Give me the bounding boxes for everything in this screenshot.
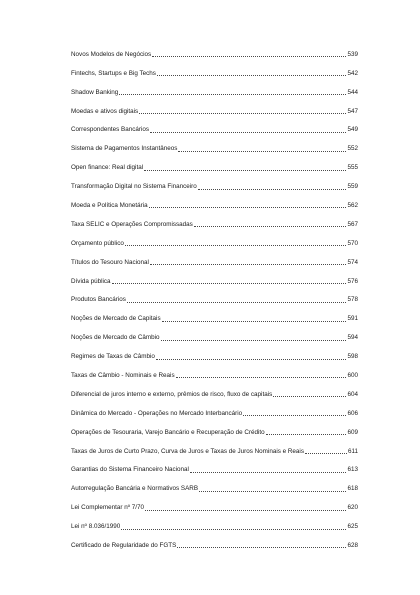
- toc-entry-title: Produtos Bancários: [71, 296, 126, 304]
- toc-entry-page-number: 591: [347, 315, 358, 323]
- toc-entry[interactable]: [71, 134, 358, 153]
- toc-entry-page-number: 598: [347, 353, 358, 361]
- toc-dot-leader: [127, 302, 347, 303]
- toc-entry-page-number: 552: [347, 145, 358, 153]
- toc-entry[interactable]: [71, 191, 358, 210]
- toc-entry-title: Noções de Mercado de Capitais: [71, 315, 161, 323]
- toc-dot-leader: [125, 245, 347, 246]
- toc-dot-leader: [121, 529, 346, 530]
- toc-entry[interactable]: [71, 267, 358, 286]
- table-of-contents: [71, 40, 358, 550]
- toc-entry-title: Operações de Tesouraria, Varejo Bancário e Recuperação de Crédito: [71, 428, 265, 436]
- toc-entry-title: Dívida pública: [71, 277, 111, 285]
- toc-entry-title: Transformação Digital no Sistema Financeiro: [71, 183, 197, 191]
- toc-entry-page-number: 539: [347, 50, 358, 58]
- toc-entry[interactable]: [71, 512, 358, 531]
- toc-entry[interactable]: [71, 172, 358, 191]
- toc-entry-page-number: 547: [347, 107, 358, 115]
- toc-entry[interactable]: [71, 78, 358, 97]
- toc-entry-page-number: 609: [347, 428, 358, 436]
- toc-entry-title: Títulos do Tesouro Nacional: [71, 258, 149, 266]
- toc-entry-title: Lei nº 8.036/1990: [71, 523, 121, 531]
- toc-dot-leader: [157, 75, 347, 76]
- toc-entry-page-number: 559: [347, 183, 358, 191]
- toc-entry-title: Correspondentes Bancários: [71, 126, 150, 134]
- toc-entry-page-number: 578: [347, 296, 358, 304]
- toc-entry-page-number: 555: [347, 164, 358, 172]
- toc-dot-leader: [177, 547, 346, 548]
- toc-entry-page-number: 611: [347, 447, 358, 455]
- toc-entry-page-number: 594: [347, 334, 358, 342]
- toc-entry[interactable]: [71, 97, 358, 116]
- toc-entry[interactable]: [71, 418, 358, 437]
- toc-entry[interactable]: [71, 59, 358, 78]
- toc-entry-title: Autorregulação Bancária e Normativos SARB: [71, 485, 199, 493]
- toc-entry-title: Certificado de Regularidade do FGTS: [71, 542, 177, 550]
- toc-dot-leader: [156, 359, 347, 360]
- toc-entry-page-number: 604: [347, 390, 358, 398]
- toc-entry-page-number: 542: [347, 69, 358, 77]
- toc-entry-page-number: 570: [347, 239, 358, 247]
- toc-dot-leader: [150, 264, 347, 265]
- toc-dot-leader: [152, 56, 346, 57]
- toc-entry-page-number: 544: [347, 88, 358, 96]
- toc-dot-leader: [198, 189, 347, 190]
- toc-entry[interactable]: [71, 286, 358, 305]
- toc-entry[interactable]: [71, 342, 358, 361]
- toc-entry[interactable]: [71, 456, 358, 475]
- toc-entry-title: Lei Complementar nº 7/70: [71, 504, 145, 512]
- toc-dot-leader: [139, 113, 346, 114]
- toc-dot-leader: [273, 396, 346, 397]
- toc-entry[interactable]: [71, 493, 358, 512]
- toc-entry-page-number: 613: [347, 466, 358, 474]
- toc-entry[interactable]: [71, 304, 358, 323]
- toc-entry-title: Orçamento público: [71, 239, 124, 247]
- toc-entry[interactable]: [71, 210, 358, 229]
- toc-entry-page-number: 567: [347, 220, 358, 228]
- toc-entry-title: Fintechs, Startups e Big Techs: [71, 69, 156, 77]
- toc-dot-leader: [145, 510, 346, 511]
- toc-entry-title: Diferencial de juros interno e externo, prêmios de risco, fluxo de capitais: [71, 390, 273, 398]
- toc-entry-title: Moeda e Política Monetária: [71, 202, 148, 210]
- toc-entry-title: Novos Modelos de Negócios: [71, 50, 152, 58]
- toc-dot-leader: [190, 472, 347, 473]
- toc-entry[interactable]: [71, 474, 358, 493]
- toc-dot-leader: [119, 94, 346, 95]
- toc-dot-leader: [243, 415, 346, 416]
- toc-entry[interactable]: [71, 531, 358, 550]
- toc-entry[interactable]: [71, 116, 358, 135]
- toc-entry-title: Taxa SELIC e Operações Compromissadas: [71, 220, 193, 228]
- toc-dot-leader: [112, 283, 347, 284]
- toc-entry-title: Regimes de Taxas de Câmbio: [71, 353, 155, 361]
- toc-entry-page-number: 606: [347, 409, 358, 417]
- toc-dot-leader: [149, 207, 347, 208]
- toc-entry-title: Noções de Mercado de Câmbio: [71, 334, 160, 342]
- toc-dot-leader: [144, 170, 346, 171]
- toc-dot-leader: [266, 434, 347, 435]
- toc-dot-leader: [178, 151, 346, 152]
- toc-entry-title: Open finance: Real digital: [71, 164, 144, 172]
- toc-entry[interactable]: [71, 40, 358, 59]
- toc-entry[interactable]: [71, 437, 358, 456]
- toc-entry-title: Taxas de Juros de Curto Prazo, Curva de Juros e Taxas de Juros Nominais e Reais: [71, 447, 304, 455]
- toc-entry[interactable]: [71, 248, 358, 267]
- toc-entry[interactable]: [71, 153, 358, 172]
- toc-entry-page-number: 628: [347, 542, 358, 550]
- toc-entry-page-number: 576: [347, 277, 358, 285]
- toc-dot-leader: [161, 340, 347, 341]
- toc-entry-page-number: 562: [347, 202, 358, 210]
- toc-entry-title: Moedas e ativos digitais: [71, 107, 139, 115]
- toc-entry-title: Sistema de Pagamentos Instantâneos: [71, 145, 178, 153]
- toc-dot-leader: [176, 377, 347, 378]
- toc-dot-leader: [162, 321, 347, 322]
- toc-entry[interactable]: [71, 323, 358, 342]
- toc-entry-title: Garantias do Sistema Financeiro Nacional: [71, 466, 189, 474]
- toc-entry-page-number: 618: [347, 485, 358, 493]
- toc-entry-title: Dinâmica do Mercado - Operações no Mercado Interbancário: [71, 409, 243, 417]
- toc-entry-title: Shadow Banking: [71, 88, 119, 96]
- toc-entry-page-number: 600: [347, 372, 358, 380]
- toc-dot-leader: [199, 491, 346, 492]
- toc-dot-leader: [194, 226, 347, 227]
- toc-entry-title: Taxas de Câmbio - Nominais e Reais: [71, 372, 175, 380]
- toc-dot-leader: [150, 132, 346, 133]
- toc-entry[interactable]: [71, 361, 358, 380]
- toc-entry-page-number: 549: [347, 126, 358, 134]
- toc-entry[interactable]: [71, 380, 358, 399]
- toc-entry-page-number: 620: [347, 504, 358, 512]
- toc-entry[interactable]: [71, 399, 358, 418]
- toc-entry[interactable]: [71, 229, 358, 248]
- toc-entry-page-number: 574: [347, 258, 358, 266]
- toc-entry-page-number: 625: [347, 523, 358, 531]
- toc-dot-leader: [305, 453, 347, 454]
